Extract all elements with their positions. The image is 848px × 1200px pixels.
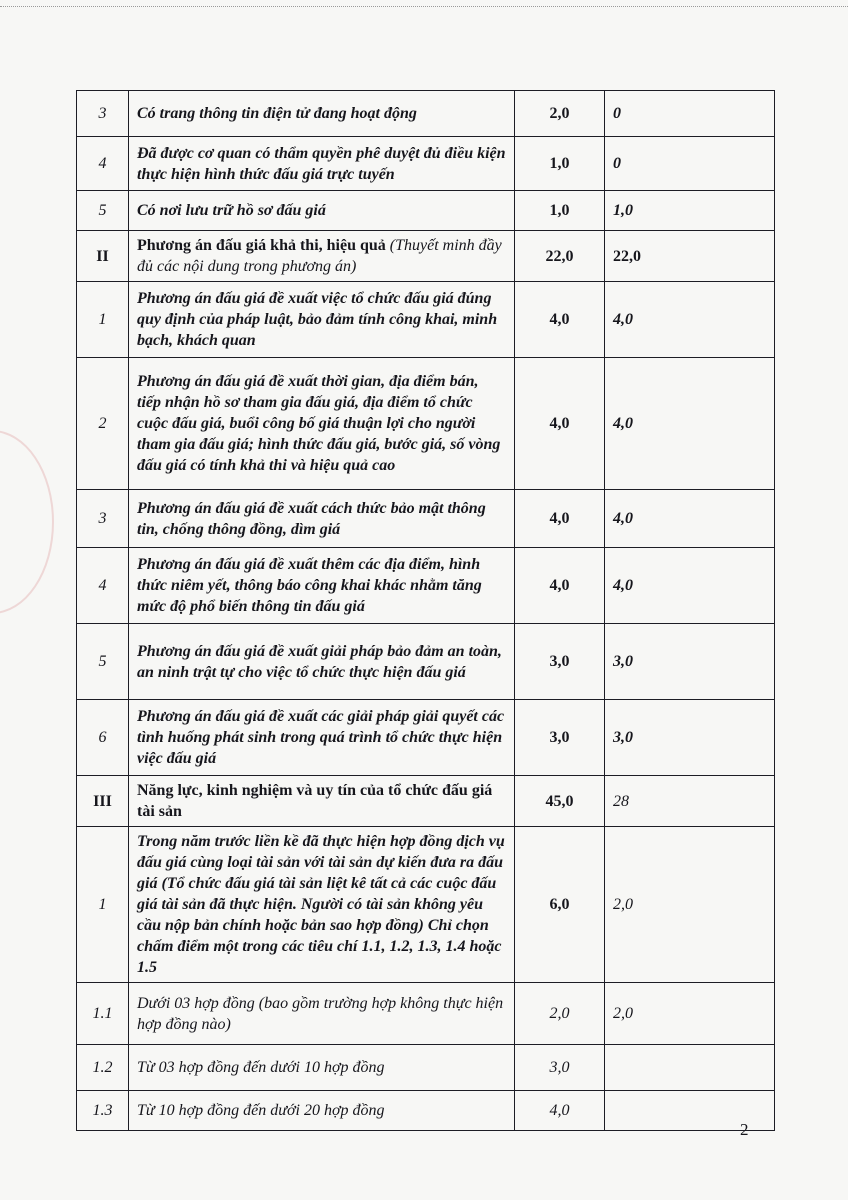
max-score: 4,0 xyxy=(515,282,605,358)
table-row xyxy=(77,1091,775,1131)
section-title xyxy=(129,231,515,282)
table-row xyxy=(77,358,775,490)
table-row xyxy=(77,700,775,776)
awarded-score: 4,0 xyxy=(605,358,775,490)
table-row xyxy=(77,983,775,1045)
row-number: 1.2 xyxy=(77,1045,129,1091)
row-number: 3 xyxy=(77,490,129,548)
criterion-text: Có trang thông tin điện tử đang hoạt động xyxy=(129,91,515,137)
row-number: 5 xyxy=(77,624,129,700)
max-score: 45,0 xyxy=(515,776,605,827)
table-row xyxy=(77,827,775,983)
awarded-score: 3,0 xyxy=(605,700,775,776)
awarded-score: 4,0 xyxy=(605,548,775,624)
row-number: 1.1 xyxy=(77,983,129,1045)
awarded-score: 4,0 xyxy=(605,282,775,358)
table-row xyxy=(77,490,775,548)
criterion-text: Phương án đấu giá đề xuất thêm các địa điểm, hình thức niêm yết, thông báo công khai khác nhằm tăng mức độ phổ biến thông tin đấu giá xyxy=(129,548,515,624)
table-row xyxy=(77,191,775,231)
awarded-score xyxy=(605,1045,775,1091)
table-row xyxy=(77,624,775,700)
max-score: 4,0 xyxy=(515,358,605,490)
max-score: 6,0 xyxy=(515,827,605,983)
awarded-score: 3,0 xyxy=(605,624,775,700)
criterion-text: Có nơi lưu trữ hồ sơ đấu giá xyxy=(129,191,515,231)
criterion-text: Phương án đấu giá đề xuất giải pháp bảo đảm an toàn, an ninh trật tự cho việc tổ chức thực hiện đấu giá xyxy=(129,624,515,700)
table-row xyxy=(77,91,775,137)
page-top-border xyxy=(0,6,848,9)
max-score: 3,0 xyxy=(515,624,605,700)
criterion-text: Phương án đấu giá đề xuất việc tổ chức đấu giá đúng quy định của pháp luật, bảo đảm tính công khai, minh bạch, khách quan xyxy=(129,282,515,358)
max-score: 4,0 xyxy=(515,1091,605,1131)
awarded-score: 1,0 xyxy=(605,191,775,231)
scoring-criteria-table xyxy=(76,90,775,1131)
awarded-score xyxy=(605,1091,775,1131)
row-number: 2 xyxy=(77,358,129,490)
max-score: 22,0 xyxy=(515,231,605,282)
awarded-score: 2,0 xyxy=(605,827,775,983)
criterion-text: Đã được cơ quan có thẩm quyền phê duyệt đủ điều kiện thực hiện hình thức đấu giá trực tuyến xyxy=(129,137,515,191)
criterion-text: Phương án đấu giá đề xuất thời gian, địa điểm bán, tiếp nhận hồ sơ tham gia đấu giá, địa điểm tổ chức cuộc đấu giá, buổi công bố giá thuận lợi cho người tham gia đấu giá; hình thức đấu giá, bước giá, số vòng đấu giá có tính khả thi và hiệu quả cao xyxy=(129,358,515,490)
awarded-score: 28 xyxy=(605,776,775,827)
table-row xyxy=(77,282,775,358)
max-score: 2,0 xyxy=(515,983,605,1045)
section-number: III xyxy=(77,776,129,827)
faded-seal-stamp xyxy=(0,430,54,614)
max-score: 4,0 xyxy=(515,490,605,548)
table-row xyxy=(77,1045,775,1091)
section-row xyxy=(77,231,775,282)
section-number: II xyxy=(77,231,129,282)
section-note: (Thuyết minh đầy đủ các nội dung trong phương án) xyxy=(137,237,502,275)
awarded-score: 0 xyxy=(605,91,775,137)
row-number: 4 xyxy=(77,137,129,191)
row-number: 4 xyxy=(77,548,129,624)
row-number: 3 xyxy=(77,91,129,137)
row-number: 1 xyxy=(77,827,129,983)
max-score: 4,0 xyxy=(515,548,605,624)
page-number: 2 xyxy=(740,1120,749,1139)
max-score: 1,0 xyxy=(515,191,605,231)
row-number: 1 xyxy=(77,282,129,358)
max-score: 1,0 xyxy=(515,137,605,191)
criterion-text: Phương án đấu giá đề xuất cách thức bảo mật thông tin, chống thông đồng, dìm giá xyxy=(129,490,515,548)
row-number: 5 xyxy=(77,191,129,231)
max-score: 2,0 xyxy=(515,91,605,137)
criterion-text: Từ 03 hợp đồng đến dưới 10 hợp đồng xyxy=(129,1045,515,1091)
section-row xyxy=(77,776,775,827)
awarded-score: 0 xyxy=(605,137,775,191)
section-title: Năng lực, kinh nghiệm và uy tín của tổ chức đấu giá tài sản xyxy=(129,776,515,827)
table-row xyxy=(77,548,775,624)
max-score: 3,0 xyxy=(515,700,605,776)
row-number: 1.3 xyxy=(77,1091,129,1131)
criterion-text: Phương án đấu giá đề xuất các giải pháp giải quyết các tình huống phát sinh trong quá trình tổ chức thực hiện việc đấu giá xyxy=(129,700,515,776)
awarded-score: 4,0 xyxy=(605,490,775,548)
awarded-score: 2,0 xyxy=(605,983,775,1045)
table-row xyxy=(77,137,775,191)
row-number: 6 xyxy=(77,700,129,776)
criterion-text: Trong năm trước liền kề đã thực hiện hợp đồng dịch vụ đấu giá cùng loại tài sản với tài sản dự kiến đưa ra đấu giá (Tổ chức đấu giá tài sản liệt kê tất cả các cuộc đấu giá tài sản đã thực hiện. Người có tài sản không yêu cầu nộp bản chính hoặc bản sao hợp đồng) Chỉ chọn chấm điểm một trong các tiêu chí 1.1, 1.2, 1.3, 1.4 hoặc 1.5 xyxy=(129,827,515,983)
max-score: 3,0 xyxy=(515,1045,605,1091)
section-title-text: Phương án đấu giá khả thi, hiệu quả xyxy=(137,237,386,254)
criterion-text: Từ 10 hợp đồng đến dưới 20 hợp đồng xyxy=(129,1091,515,1131)
awarded-score: 22,0 xyxy=(605,231,775,282)
criterion-text: Dưới 03 hợp đồng (bao gồm trường hợp không thực hiện hợp đồng nào) xyxy=(129,983,515,1045)
